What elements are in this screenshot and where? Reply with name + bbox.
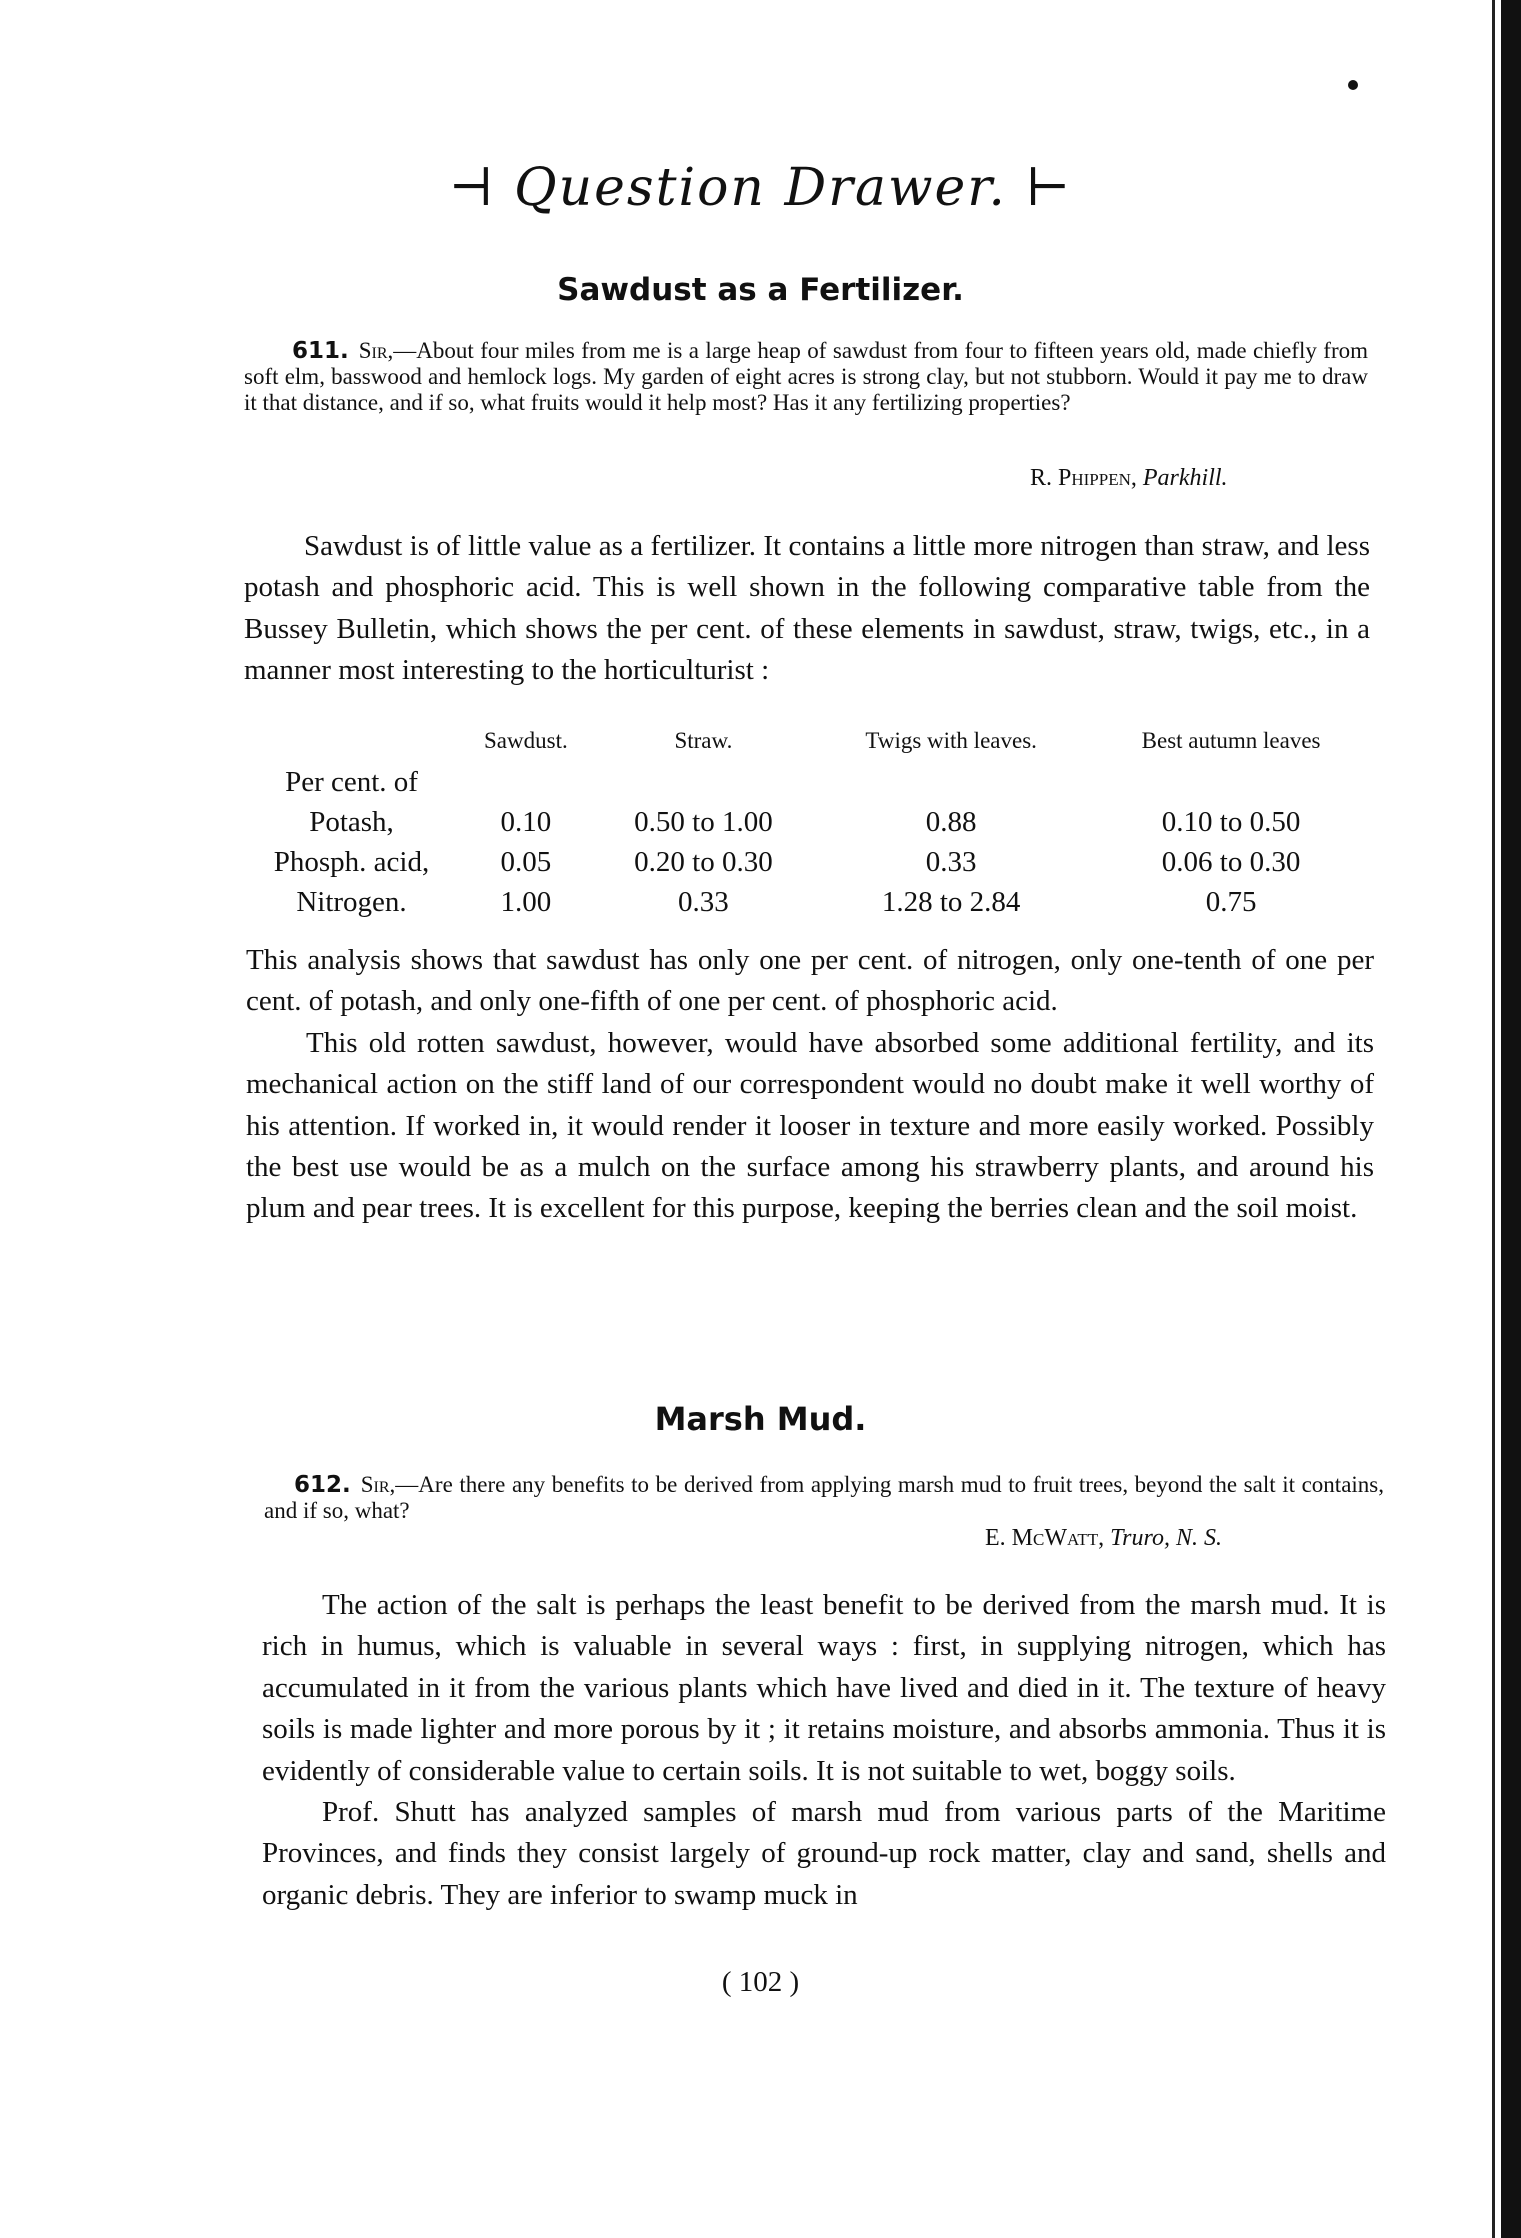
q1-number: 611. — [292, 338, 349, 364]
q2-question — [264, 1472, 1384, 1524]
table-header-row — [244, 728, 1374, 762]
table-cell: 0.33 — [925, 845, 977, 878]
q2-title: Marsh Mud. — [654, 1400, 867, 1438]
a1-analysis: This analysis shows that sawdust has only one per cent. of nitrogen, only one-tenth of one per cent. of potash, and only one-fifth of one per cent. of phosphoric acid. — [246, 944, 1374, 1018]
table-row — [244, 762, 1374, 802]
table-row — [244, 802, 1374, 842]
a1-intro: Sawdust is of little value as a fertilizer. It contains a little more nitrogen than straw, and less potash and phosphoric acid. This is well shown in the following comparative table from the Bussey Bulletin, which shows the per cent. of these elements in sawdust, straw, twigs, etc., in a manner most interesting to the horticulturist : — [244, 530, 1370, 687]
table-header-cell: Sawdust. — [484, 728, 568, 753]
comparison-table — [244, 728, 1374, 922]
q2-question-text: —Are there any benefits to be derived from applying marsh mud to fruit trees, beyond the salt it contains, and if so, what? — [264, 1472, 1384, 1523]
table-row-label: Nitrogen. — [296, 885, 407, 918]
table-row — [244, 842, 1374, 882]
q2-signature-name: E. McWatt, — [985, 1525, 1105, 1551]
table-cell: 0.33 — [678, 885, 729, 918]
page-number: ( 102 ) — [721, 1966, 800, 1998]
table-header-cell: Straw. — [674, 728, 733, 753]
page-edge-rule — [1501, 0, 1521, 2238]
q1-signature-name: R. Phippen, — [1030, 465, 1137, 491]
a2-body — [262, 1585, 1386, 1916]
q2-signature — [985, 1525, 1222, 1552]
a1-continuation — [246, 940, 1374, 1230]
table-cell: 0.05 — [500, 845, 552, 878]
a2-paragraph-1: The action of the salt is perhaps the least benefit to be derived from the marsh mud. It is rich in humus, which is valuable in several ways : first, in supplying nitrogen, which has accumulated in it from the various plants which have lived and died in it. The texture of heavy soils is made lighter and more porous by it ; it retains moisture, and absorbs ammonia. Thus it is evidently of considerable value to certain soils. It is not suitable to wet, boggy soils. — [262, 1589, 1386, 1787]
q1-signature — [1030, 465, 1228, 492]
table-cell: 0.50 to 1.00 — [634, 805, 773, 838]
section-heading-text: Question Drawer. — [514, 158, 1007, 218]
q1-title: Sawdust as a Fertilizer. — [557, 272, 964, 308]
a2-paragraph-2: Prof. Shutt has analyzed samples of marsh mud from various parts of the Maritime Provinces, and finds they consist largely of ground-up rock matter, clay and sand, shells and organic debris. They are inferior to swamp muck in — [262, 1796, 1386, 1911]
table-cell: 0.10 to 0.50 — [1161, 805, 1301, 838]
table-row-label: Potash, — [309, 805, 394, 838]
table-header-cell: Best autumn leaves — [1141, 728, 1321, 753]
a1-followup: This old rotten sawdust, however, would have absorbed some additional fertility, and its mechanical action on the stiff land of our correspondent would no doubt make it well worthy of his attention. If worked in, it would render it looser in texture and more easily worked. Possibly the best use would be as a mulch on the surface among his strawberry plants, and around his plum and pear trees. It is excellent for this purpose, keeping the berries clean and the soil moist. — [246, 1026, 1374, 1225]
table-cell: 0.88 — [925, 805, 977, 838]
q2-signature-place: Truro, N. S. — [1110, 1525, 1222, 1551]
table-row-label: Phosph. acid, — [273, 845, 430, 878]
table-cell: 0.10 — [500, 805, 552, 838]
table-cell: 1.28 to 2.84 — [881, 885, 1021, 918]
ornament-left-icon: ⊣ — [448, 158, 496, 218]
ink-speck — [1348, 80, 1358, 90]
table-cell: 0.75 — [1205, 885, 1257, 918]
q2-number: 612. — [294, 1472, 351, 1498]
q1-salutation: Sir, — [358, 338, 394, 363]
table-cell: 1.00 — [500, 885, 552, 918]
table-header-cell: Twigs with leaves. — [865, 728, 1037, 753]
section-heading — [0, 158, 1521, 218]
ornament-right-icon: ⊢ — [1025, 158, 1073, 218]
q1-question — [244, 338, 1368, 416]
q2-salutation: Sir, — [360, 1472, 396, 1497]
table-cell: 0.06 to 0.30 — [1161, 845, 1301, 878]
table-row-header: Per cent. of — [285, 765, 418, 798]
q1-question-text: —About four miles from me is a large heap of sawdust from four to fifteen years old, made chiefly from soft elm, basswood and hemlock logs. My garden of eight acres is strong clay, but not stubborn. Would it pay me to draw it that distance, and if so, what fruits would it help most? Has it any fertilizing properties? — [244, 338, 1368, 415]
table-row — [244, 882, 1374, 922]
q1-signature-place: Parkhill. — [1142, 465, 1228, 491]
table-cell: 0.20 to 0.30 — [634, 845, 773, 878]
